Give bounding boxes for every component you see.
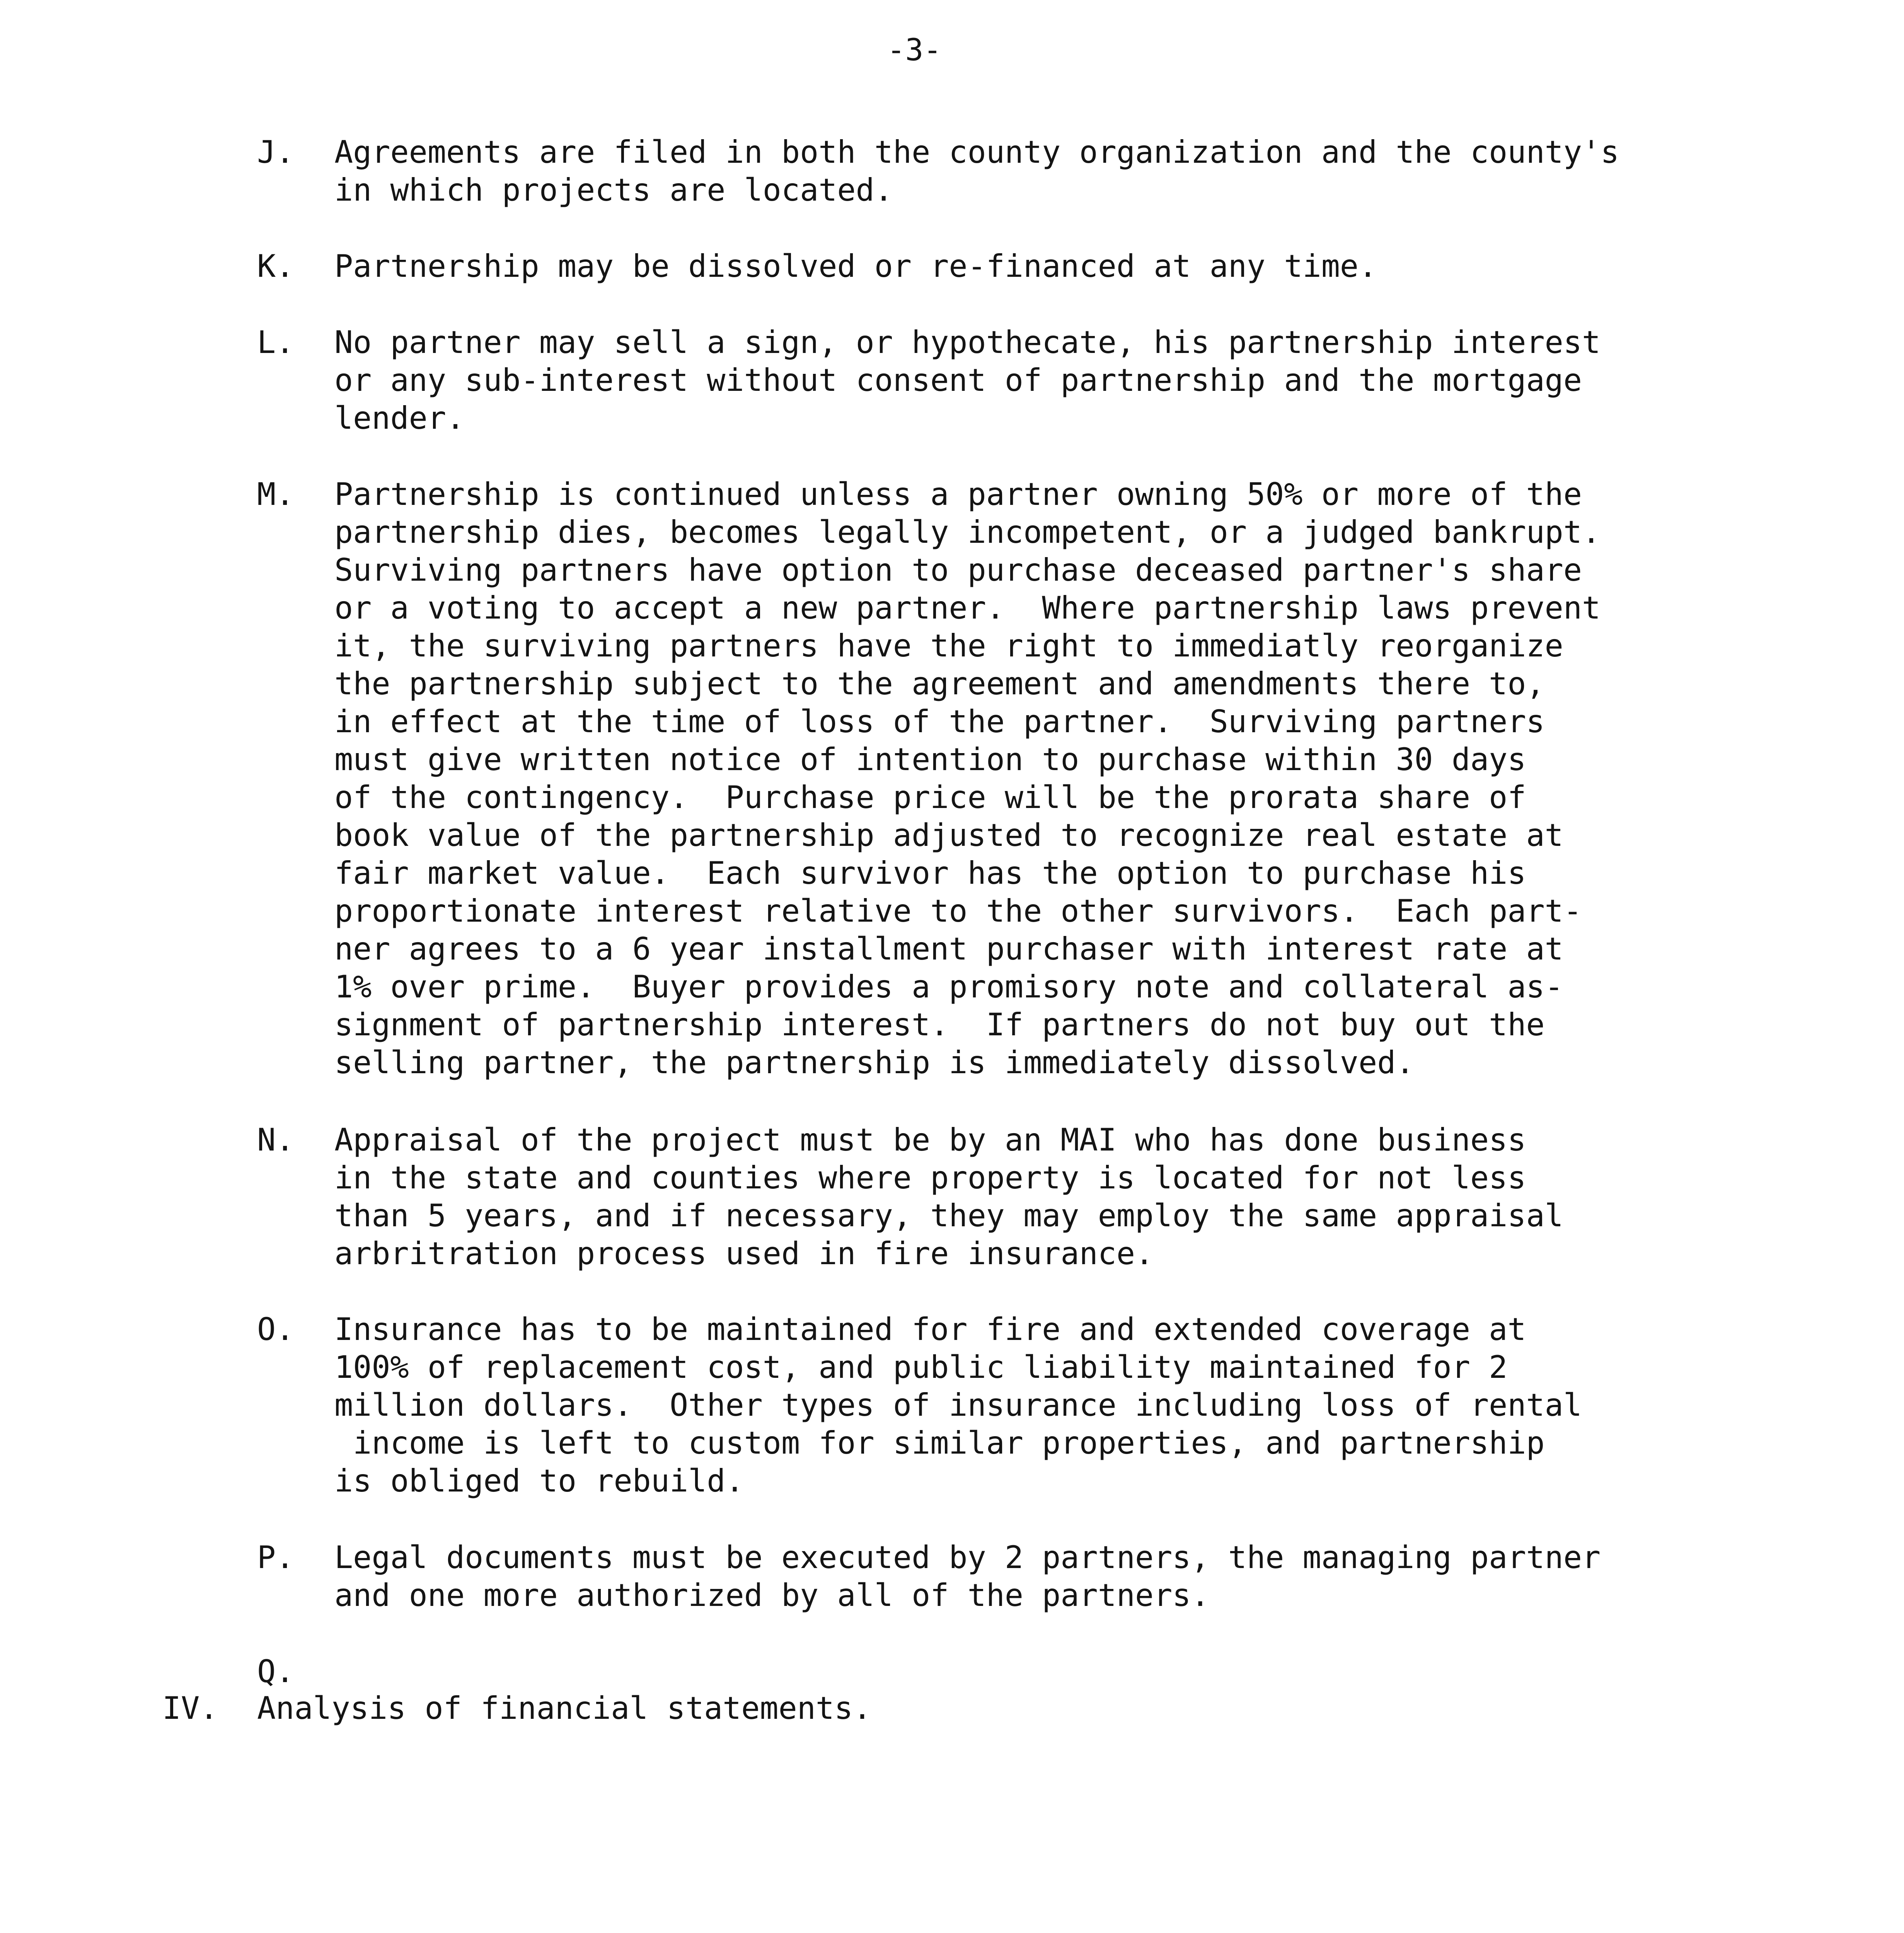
item-text-n: Appraisal of the project must be by an MAI who has done business in the state and counties where property is located for not less than 5 years, and if necessary, they may employ the same appraisal arbritration process used in fire insurance. (334, 1122, 1563, 1272)
item-label-p: P. (257, 1539, 295, 1575)
item-label-n: N. (257, 1122, 295, 1158)
item-label-k: K. (257, 248, 295, 284)
item-text-j: Agreements are filed in both the county organization and the county's in which projects are located. (334, 134, 1619, 208)
item-text-l: No partner may sell a sign, or hypothecate, his partnership interest or any sub-interest without consent of partnership and the mortgage lender. (334, 324, 1601, 436)
item-label-q: Q. (257, 1653, 295, 1689)
item-text-p: Legal documents must be executed by 2 partners, the managing partner and one more authorized by all of the partners. (334, 1539, 1601, 1613)
item-label-m: M. (257, 476, 295, 512)
item-label-j: J. (257, 134, 295, 170)
page-number: -3- (887, 33, 942, 68)
section-label-iv: IV. (162, 1690, 218, 1726)
item-label-l: L. (257, 324, 295, 360)
item-label-o: O. (257, 1311, 295, 1347)
section-heading-iv: Analysis of financial statements. (257, 1690, 872, 1726)
item-text-o: Insurance has to be maintained for fire and extended coverage at 100% of replacement cost, and public liability maintained for 2 million dollars. Other types of insurance including loss of rental income is left to custom for similar properties, and partnership is obliged to rebuild. (334, 1311, 1582, 1499)
item-text-m: Partnership is continued unless a partner owning 50% or more of the partnership dies, becomes legally incompetent, or a judged bankrupt. Surviving partners have option to purchase deceased partner's share or a voting to accept a new partner. Where partnership laws prevent it, the surviving partners have the right to immediatly reorganize the partnership subject to the agreement and amendments there to, in effect at the time of loss of the partner. Surviving partners must give written notice of intention to purchase within 30 days of the contingency. Purchase price will be the prorata share of book value of the partnership adjusted to recognize real estate at fair market value. Each survivor has the option to purchase his proportionate interest relative to the other survivors. Each part- ner agrees to a 6 year installment purchaser with interest rate at 1% over prime. Buyer provides a promisory note and collateral as- signment of partnership interest. If partners do not buy out the selling partner, the partnership is immediately dissolved. (334, 476, 1601, 1081)
item-text-k: Partnership may be dissolved or re-financed at any time. (334, 248, 1377, 284)
